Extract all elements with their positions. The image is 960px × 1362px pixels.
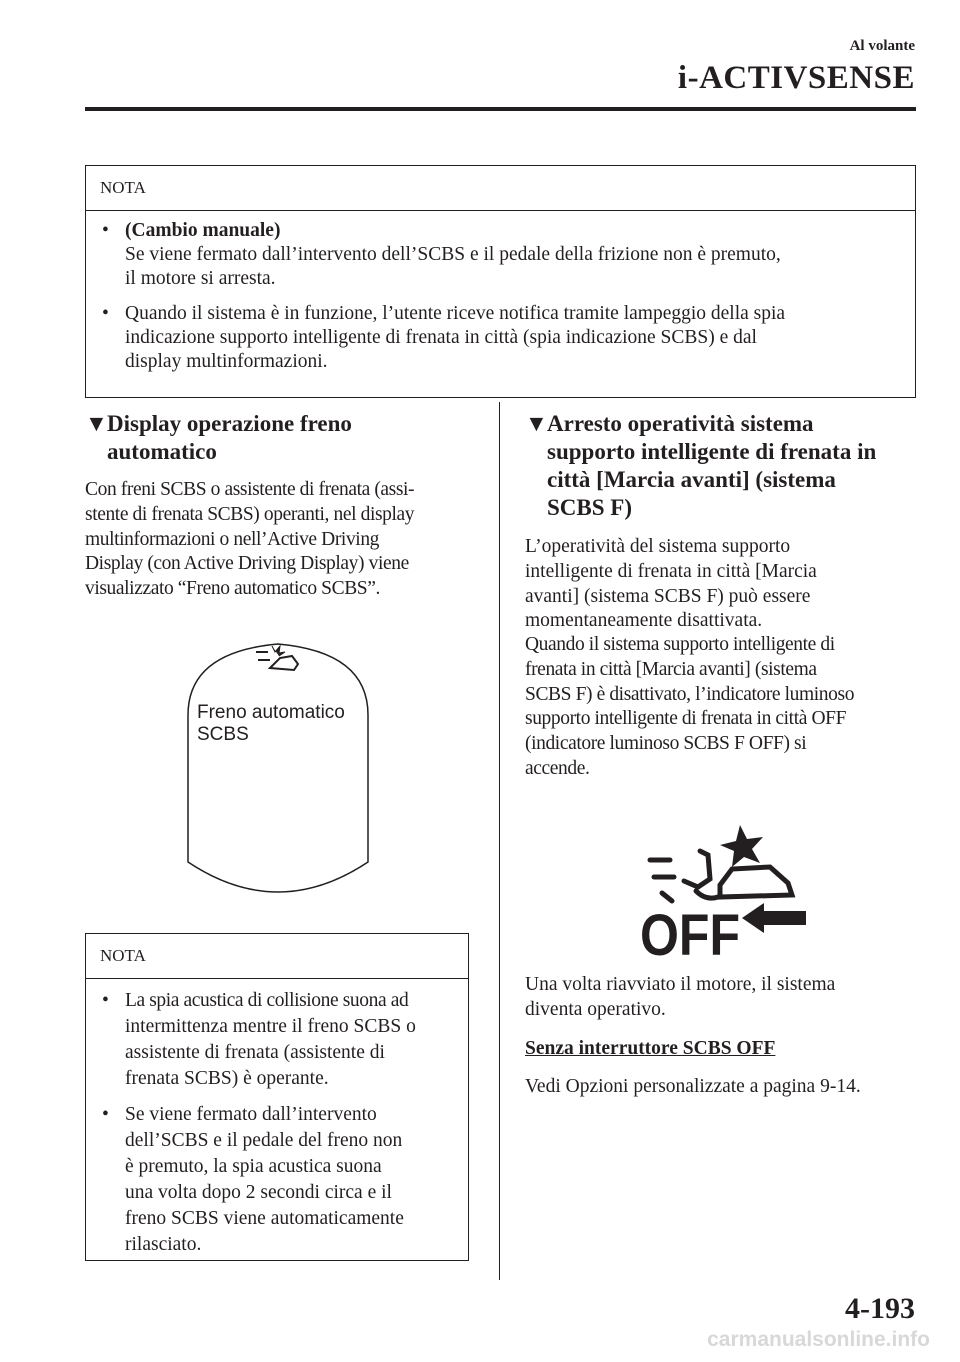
note-item: • La spia acustica di collisione suona ad intermittenza mentre il freno SCBS o assistente di frenata (assistente di frenata SCBS) è operante. xyxy=(102,990,416,1089)
scbs-off-paragraph-1: L’operatività del sistema supporto intelligente di frenata in città [Marcia avanti] (sistema SCBS F) può essere momentaneamente disattivata. xyxy=(525,536,817,632)
multi-information-display-illustration xyxy=(180,630,380,910)
section-heading-scbs-off: ▼ Arresto operatività sistema supporto intelligente di frenata in città [Marcia avanti] (sistema SCBS F) xyxy=(525,411,877,520)
display-text-line1: Freno automatico xyxy=(197,702,345,723)
bullet-icon: • xyxy=(102,220,109,241)
section-label: Al volante xyxy=(849,38,915,54)
note-text-line: display multinformazioni. xyxy=(125,351,328,372)
scbs-off-paragraph-2: Quando il sistema supporto intelligente di frenata in città [Marcia avanti] (sistema SCBS F) è disattivato, l’indicatore luminoso supporto intelligente di frenata in città OFF (indicatore luminoso SCBS F OFF) si accende. xyxy=(525,634,855,779)
bullet-icon: • xyxy=(102,303,109,324)
note-text-line: il motore si arresta. xyxy=(125,268,276,289)
note-label: NOTA xyxy=(86,166,915,211)
section-heading-display: ▼ Display operazione freno automatico xyxy=(85,411,352,464)
scbs-off-paragraph-3: Una volta riavviato il motore, il sistema diventa operativo. xyxy=(525,974,836,1020)
watermark: carmanualsonline.info xyxy=(707,1328,930,1351)
scbs-off-indicator-icon xyxy=(640,815,810,965)
chapter-title: i-ACTIVSENSE xyxy=(677,60,915,96)
note-text-line: Quando il sistema è in funzione, l’utente riceve notifica tramite lampeggio della spia xyxy=(125,303,786,324)
scbs-off-paragraph-4: Vedi Opzioni personalizzate a pagina 9-14. xyxy=(525,1076,861,1097)
triangle-bullet-icon: ▼ xyxy=(85,411,108,436)
bullet-icon: • xyxy=(102,990,109,1011)
off-label: OFF xyxy=(640,903,740,965)
triangle-bullet-icon: ▼ xyxy=(525,411,548,436)
subheading-no-switch: Senza interruttore SCBS OFF xyxy=(525,1038,776,1059)
note-item xyxy=(100,302,901,374)
note-item xyxy=(100,219,901,291)
note-item-title: (Cambio manuale) xyxy=(125,220,281,241)
note-label: NOTA xyxy=(86,934,468,979)
brake-warning-icon xyxy=(256,646,298,670)
note-text-line: Se viene fermato dall’intervento dell’SCBS e il pedale della frizione non è premuto, xyxy=(125,244,781,265)
note-box-left xyxy=(85,933,469,1261)
display-paragraph: Con freni SCBS o assistente di frenata (assi- stente di frenata SCBS) operanti, nel display multinformazioni o nell’Active Driving Display (con Active Driving Display) viene visualizzato “Freno automatico SCBS”. xyxy=(85,479,415,600)
display-text-line2: SCBS xyxy=(197,724,249,745)
header-rule xyxy=(85,107,916,111)
note-box-top xyxy=(85,165,916,398)
column-divider xyxy=(499,402,500,1280)
bullet-icon: • xyxy=(102,1104,109,1125)
page-number: 4-193 xyxy=(845,1292,915,1325)
note-item: • Se viene fermato dall’intervento dell’SCBS e il pedale del freno non è premuto, la spia acustica suona una volta dopo 2 secondi circa e il freno SCBS viene automaticamente rilasciato. xyxy=(102,1104,404,1255)
note-text-line: indicazione supporto intelligente di frenata in città (spia indicazione SCBS) e dal xyxy=(125,327,757,348)
